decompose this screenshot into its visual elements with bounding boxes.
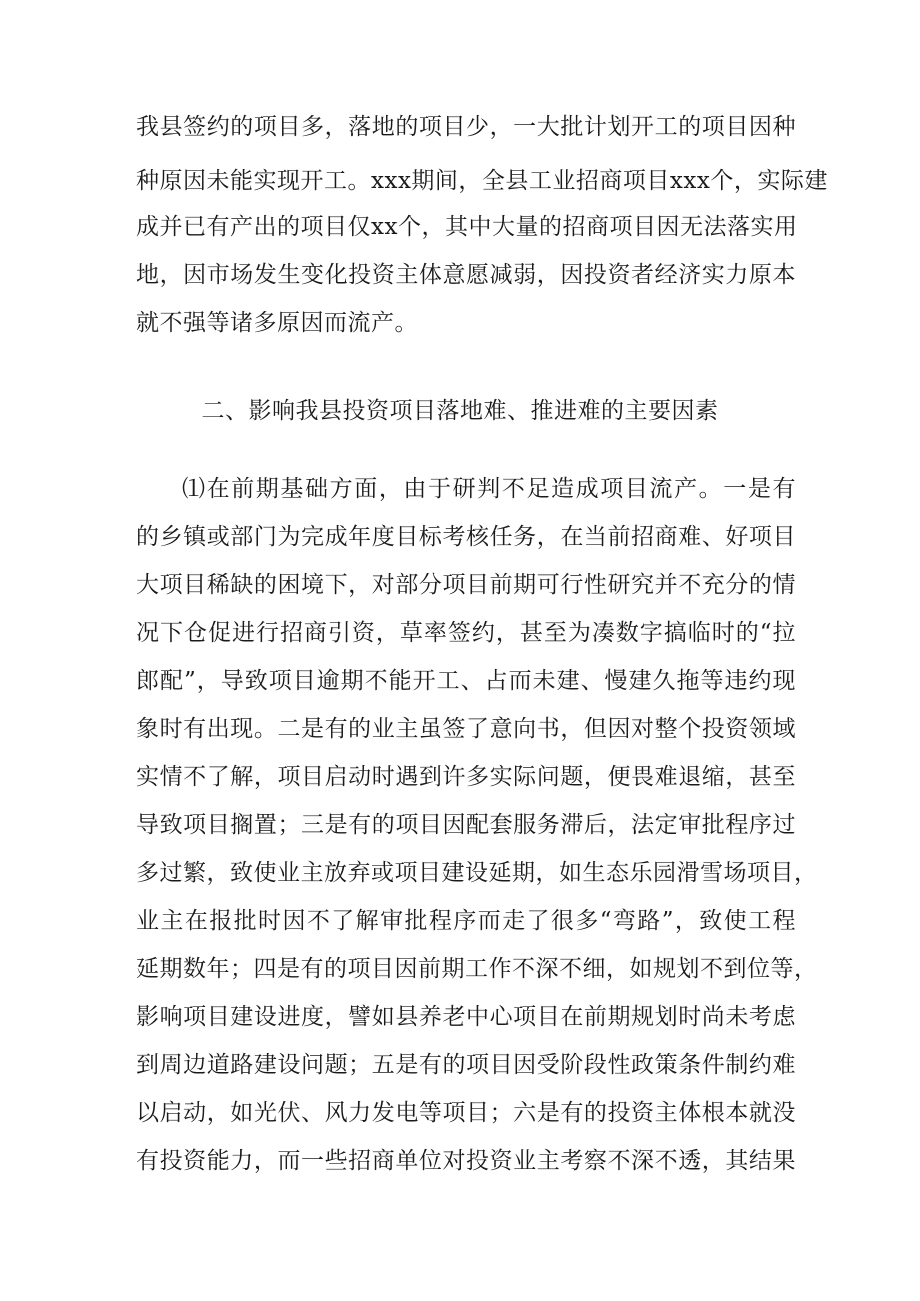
paragraph-line: 象时有出现。二是有的业主虽签了意向书，但因对整个投资领域 bbox=[136, 716, 796, 742]
paragraph-line: 有投资能力，而一些招商单位对投资业主考察不深不透，其结果 bbox=[136, 1148, 796, 1174]
paragraph-line: ⑴在前期基础方面，由于研判不足造成项目流产。一是有 bbox=[182, 476, 796, 502]
paragraph-line: 就不强等诸多原因而流产。 bbox=[136, 310, 418, 336]
paragraph-line: 以启动，如光伏、风力发电等项目；六是有的投资主体根本就没 bbox=[136, 1100, 796, 1126]
paragraph-line: 大项目稀缺的困境下，对部分项目前期可行性研究并不充分的情 bbox=[136, 572, 796, 598]
paragraph-line: 我县签约的项目多，落地的项目少，一大批计划开工的项目因种 bbox=[136, 114, 796, 140]
paragraph-line: 延期数年；四是有的项目因前期工作不深不细，如规划不到位等， bbox=[136, 956, 818, 982]
paragraph-line: 到周边道路建设问题；五是有的项目因受阶段性政策条件制约难 bbox=[136, 1052, 796, 1078]
paragraph-line: 多过繁，致使业主放弃或项目建设延期，如生态乐园滑雪场项目， bbox=[136, 860, 818, 886]
paragraph-line: 影响项目建设进度，譬如县养老中心项目在前期规划时尚未考虑 bbox=[136, 1004, 796, 1030]
paragraph-line: 郎配”，导致项目逾期不能开工、占而未建、慢建久拖等违约现 bbox=[136, 668, 796, 694]
paragraph-line: 成并已有产出的项目仅xx个，其中大量的招商项目因无法落实用 bbox=[136, 214, 798, 240]
paragraph-line: 种原因未能实现开工。xxx期间，全县工业招商项目xxx个，实际建 bbox=[136, 168, 828, 194]
paragraph-line: 实情不了解，项目启动时遇到许多实际问题，便畏难退缩，甚至 bbox=[136, 764, 796, 790]
paragraph-line: 业主在报批时因不了解审批程序而走了很多“弯路”，致使工程 bbox=[136, 908, 796, 934]
paragraph-line: 的乡镇或部门为完成年度目标考核任务，在当前招商难、好项目 bbox=[136, 524, 796, 550]
paragraph-line: 地，因市场发生变化投资主体意愿减弱，因投资者经济实力原本 bbox=[136, 262, 796, 288]
section-heading: 二、影响我县投资项目落地难、推进难的主要因素 bbox=[201, 398, 719, 424]
paragraph-line: 况下仓促进行招商引资，草率签约，甚至为凑数字搞临时的“拉 bbox=[136, 620, 796, 646]
paragraph-line: 导致项目搁置；三是有的项目因配套服务滞后，法定审批程序过 bbox=[136, 812, 796, 838]
